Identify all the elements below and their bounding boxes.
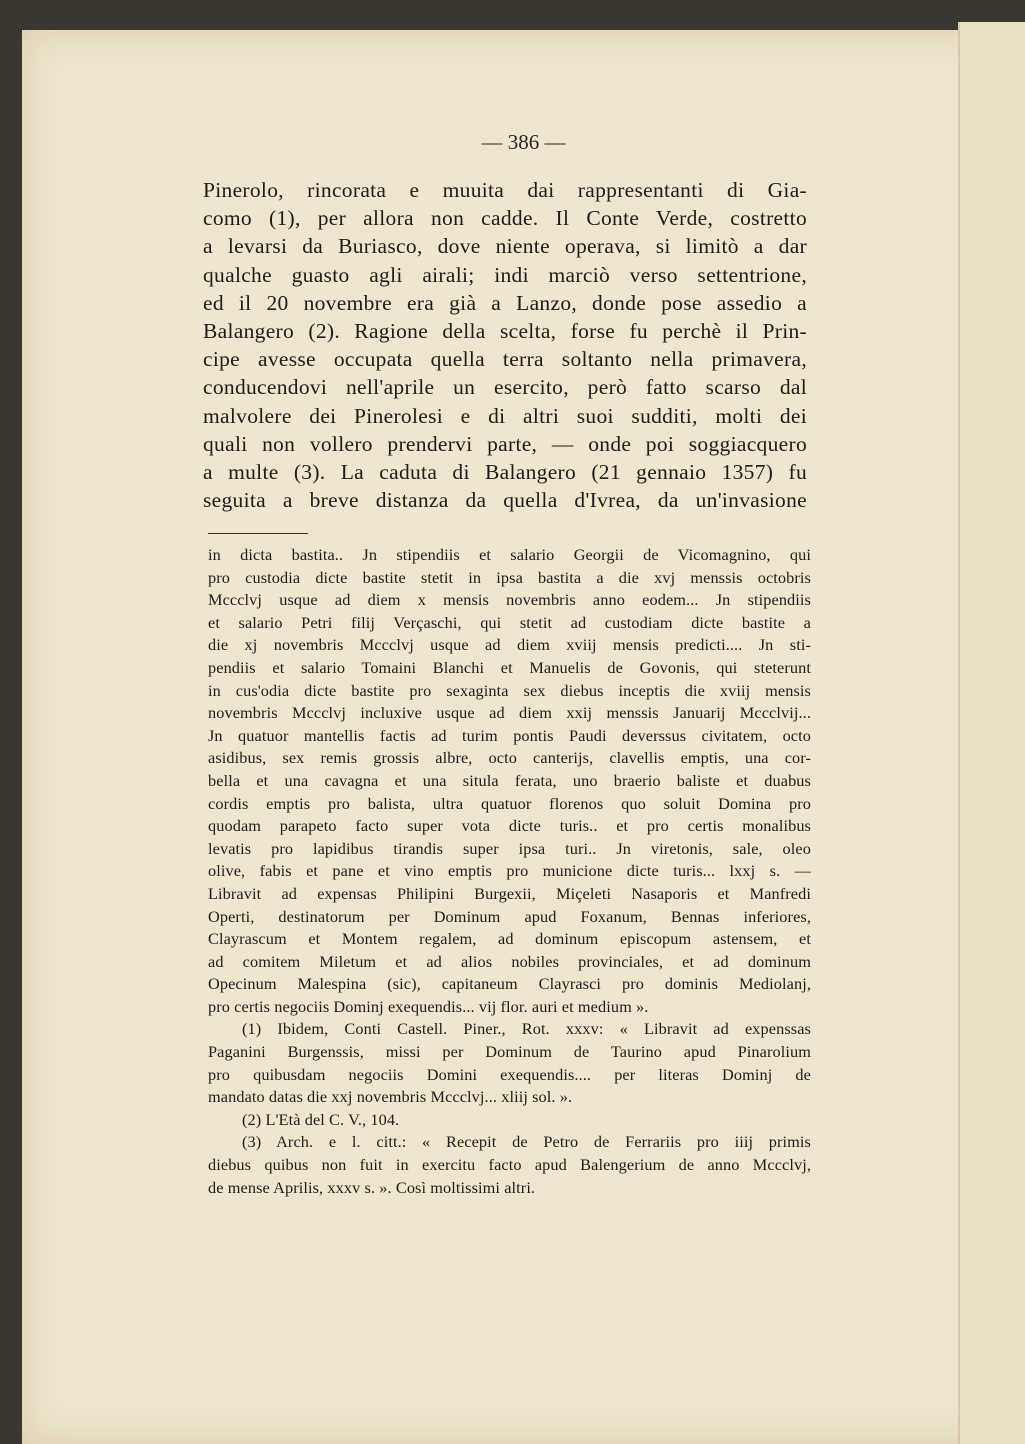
body-line: como (1), per allora non cadde. Il Conte Verde, costretto	[203, 206, 807, 231]
body-line: conducendovi nell'aprile un esercito, però fatto scarso dal	[203, 375, 807, 400]
footnote-line: Opecinum Malespina (sic), capitaneum Clayrasci pro dominis Mediolanj,	[208, 974, 811, 994]
footnote-line: pro custodia dicte bastite stetit in ipsa bastita a die xvj menssis octobris	[208, 567, 811, 587]
body-line: a levarsi da Buriasco, dove niente operava, si limitò a dar	[203, 234, 807, 259]
body-line: Balangero (2). Ragione della scelta, forse fu perchè il Prin-	[203, 319, 807, 344]
footnote-line: mandato datas die xxj novembris Mccclvj... xliij sol. ».	[208, 1087, 573, 1107]
body-line: a multe (3). La caduta di Balangero (21 gennaio 1357) fu	[203, 460, 807, 485]
footnote-line: in cus'odia dicte bastite pro sexaginta sex diebus inceptis die xviij mensis	[208, 680, 811, 700]
footnote-line: Clayrascum et Montem regalem, ad dominum episcopum astensem, et	[208, 929, 811, 949]
footnote-line: Jn quatuor mantellis factis ad turim pontis Paudi deverssus civitatem, octo	[208, 725, 811, 745]
footnote-line: pendiis et salario Tomaini Blanchi et Manuelis de Govonis, qui steterunt	[208, 657, 811, 677]
footnote-line: bella et una cavagna et una situla ferata, uno braerio baliste et duabus	[208, 770, 811, 790]
body-line: ed il 20 novembre era già a Lanzo, donde pose assedio a	[203, 290, 807, 315]
footnote-line: (1) Ibidem, Conti Castell. Piner., Rot. xxxv: « Libravit ad expenssas	[242, 1019, 811, 1039]
footnotes	[208, 544, 811, 1199]
footnote-line: novembris Mccclvj incluxive usque ad diem xxij menssis Januarij Mccclvij...	[208, 703, 811, 723]
footnote-line: Paganini Burgenssis, missi per Dominum de Taurino apud Pinarolium	[208, 1042, 811, 1062]
footnote-2	[208, 1109, 811, 1132]
book-page	[22, 30, 1025, 1444]
footnote-line: cordis emptis pro balista, ultra quatuor florenos quo soluit Domina pro	[208, 793, 811, 813]
footnote-line: in dicta bastita.. Jn stipendiis et salario Georgii de Vicomagnino, qui	[208, 545, 811, 564]
body-line: cipe avesse occupata quella terra soltanto nella primavera,	[203, 347, 807, 372]
footnote-line: olive, fabis et pane et vino emptis pro municione dicte turis... lxxj s. —	[208, 861, 811, 881]
body-line: Pinerolo, rincorata e muuita dai rappresentanti di Gia-	[203, 178, 807, 202]
body-text	[203, 176, 807, 514]
footnote-line: Operti, destinatorum per Dominum apud Foxanum, Bennas inferiores,	[208, 906, 811, 926]
footnote-line: de mense Aprilis, xxxv s. ». Così moltissimi altri.	[208, 1177, 536, 1197]
footnote-line: (2) L'Età del C. V., 104.	[242, 1109, 400, 1129]
next-page-edge	[958, 22, 1025, 1444]
footnote-continued	[208, 544, 811, 1018]
footnote-line: levatis pro lapidibus tirandis super ipsa turi.. Jn viretonis, sale, oleo	[208, 838, 811, 858]
footnote-line: (3) Arch. e l. citt.: « Recepit de Petro de Ferrariis pro iiij primis	[242, 1132, 811, 1152]
body-line: qualche guasto agli airali; indi marciò verso settentrione,	[203, 262, 807, 287]
footnote-line: Libravit ad expensas Philipini Burgexii, Miçeleti Nasaporis et Manfredi	[208, 883, 811, 903]
footnote-line: diebus quibus non fuit in exercitu facto apud Balengerium de anno Mccclvj,	[208, 1155, 811, 1175]
footnote-line: pro quibusdam negociis Domini exequendis.... per literas Dominj de	[208, 1064, 811, 1084]
footnote-1	[208, 1018, 811, 1108]
body-line: quali non vollero prendervi parte, — onde poi soggiacquero	[203, 431, 807, 456]
footnote-line: die xj novembris Mccclvj usque ad diem xviij mensis predicti.... Jn sti-	[208, 635, 811, 655]
page-number: — 386 —	[481, 130, 566, 154]
footnote-line: et salario Petri filij Verçaschi, qui stetit ad custodiam dicte bastite a	[208, 612, 811, 632]
body-line: malvolere dei Pinerolesi e di altri suoi sudditi, molti dei	[203, 403, 807, 428]
footnote-3	[208, 1131, 811, 1199]
body-line: seguita a breve distanza da quella d'Ivrea, da un'invasione	[203, 488, 807, 513]
footnote-separator-rule	[208, 533, 308, 534]
footnote-line: pro certis negociis Dominj exequendis... vij flor. auri et medium ».	[208, 996, 649, 1016]
footnote-line: ad comitem Miletum et ad alios nobiles provinciales, et ad dominum	[208, 951, 811, 971]
footnote-line: Mccclvj usque ad diem x mensis novembris anno eodem... Jn stipendiis	[208, 590, 811, 610]
footnote-line: asidibus, sex remis grossis albre, octo canterijs, clavellis emptis, una cor-	[208, 748, 811, 768]
footnote-line: quodam parapeto facto super vota dicte turis.. et pro certis monalibus	[208, 816, 811, 836]
